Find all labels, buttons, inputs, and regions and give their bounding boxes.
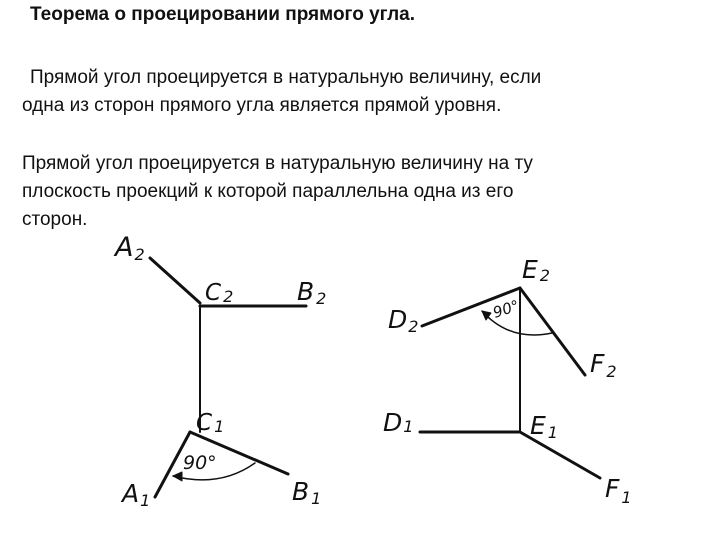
label-e2: E 2 [522, 255, 550, 285]
arc-arrow-left [173, 472, 182, 481]
segment-a2-c2 [150, 258, 200, 303]
theorem-line-2: одна из сторон прямого угла является прямой уровня. [22, 95, 502, 116]
theorem-line-1: Прямой угол проецируется в натуральную величину, если [30, 67, 542, 88]
label-e1: E 1 [530, 411, 558, 442]
label-a2: A2 [115, 232, 145, 264]
label-c2: C 2 [205, 280, 234, 306]
left-diagram [113, 232, 326, 510]
angle-label-right: 90° [490, 296, 522, 322]
label-c1: C 1 [196, 410, 225, 436]
restatement-line-2: плоскость проекций к которой параллельна одна из его [22, 181, 514, 202]
slide-title: Теорема о проецировании прямого угла. [30, 4, 416, 25]
segment-e2-f2 [520, 288, 585, 375]
label-b2: B 2 [297, 277, 327, 308]
angle-label-left: 90° [183, 452, 217, 474]
restatement-line-1: Прямой угол проецируется в натуральную величину на ту [22, 153, 533, 174]
label-d2: D2 [388, 305, 419, 336]
label-f2: F $_2$ [590, 349, 617, 381]
right-diagram [383, 255, 632, 507]
label-d1: D1 [383, 408, 414, 437]
label-b1: B 1 [292, 477, 322, 508]
label-a1: A1 [122, 479, 151, 510]
restatement-line-3: сторон. [22, 209, 88, 230]
label-f1: F $_1$ [605, 474, 632, 507]
